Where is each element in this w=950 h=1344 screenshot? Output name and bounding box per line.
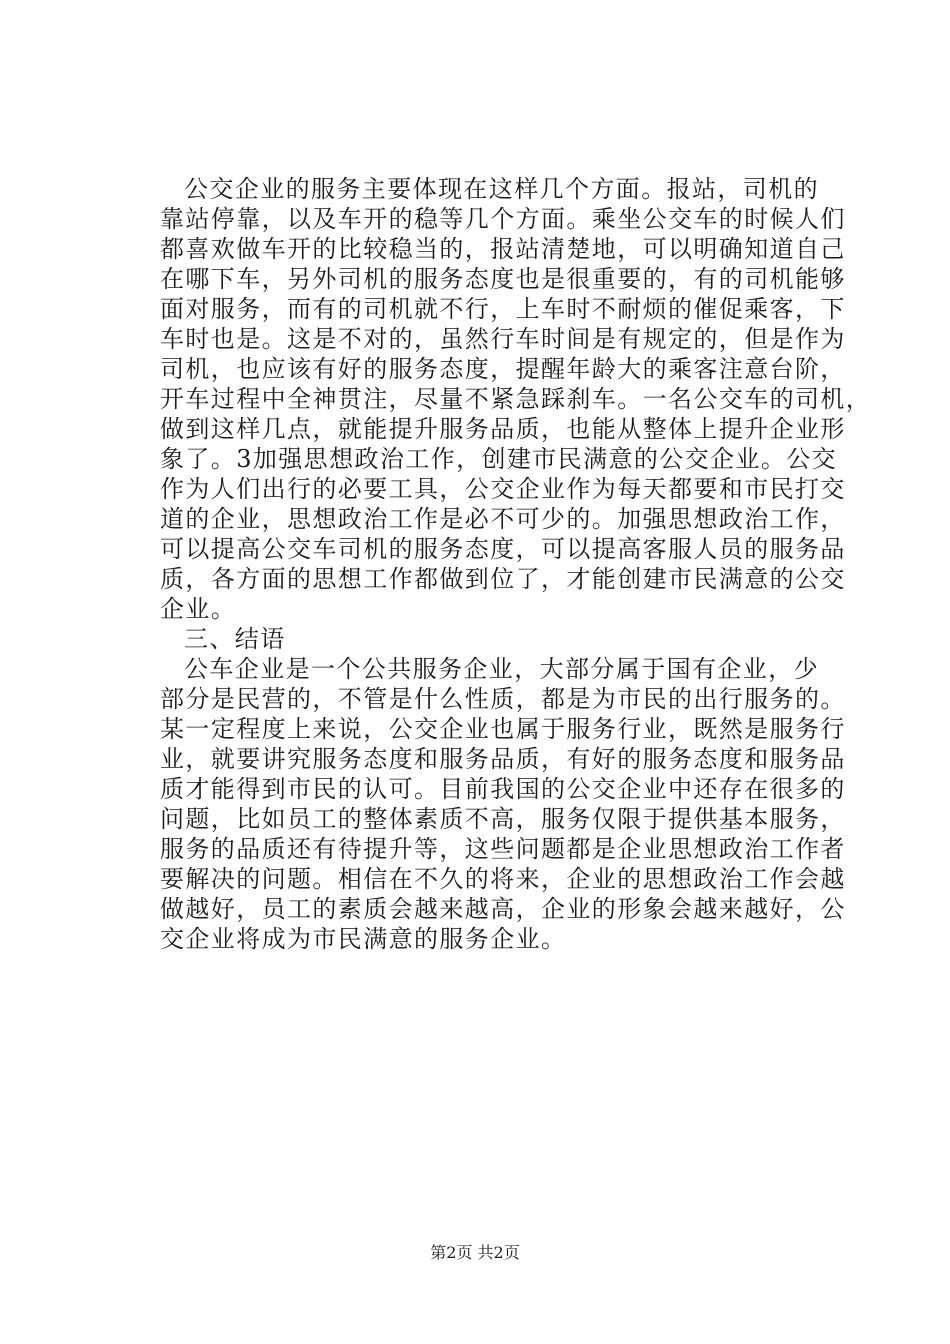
text-line: 问题，比如员工的整体素质不高，服务仅限于提供基本服务， <box>160 805 846 833</box>
text-line: 靠站停靠，以及车开的稳等几个方面。乘坐公交车的时候人们 <box>160 205 846 233</box>
text-line: 质，各方面的思想工作都做到位了，才能创建市民满意的公交 <box>160 565 846 593</box>
text-line: 都喜欢做车开的比较稳当的，报站清楚地，可以明确知道自己 <box>160 235 846 263</box>
text-line: 部分是民营的，不管是什么性质，都是为市民的出行服务的。 <box>160 685 846 713</box>
text-line: 企业。 <box>160 595 237 623</box>
text-line: 道的企业，思想政治工作是必不可少的。加强思想政治工作， <box>160 505 846 533</box>
text-line: 开车过程中全神贯注，尽量不紧急踩刹车。一名公交车的司机， <box>160 385 872 413</box>
text-line: 公交企业的服务主要体现在这样几个方面。报站，司机的 <box>184 175 819 203</box>
text-line: 业，就要讲究服务态度和服务品质，有好的服务态度和服务品 <box>160 745 846 773</box>
text-line: 服务的品质还有待提升等，这些问题都是企业思想政治工作者 <box>160 835 846 863</box>
text-line: 象了。3加强思想政治工作，创建市民满意的公交企业。公交 <box>160 445 838 473</box>
text-line: 交企业将成为市民满意的服务企业。 <box>160 925 567 953</box>
text-line: 做越好，员工的素质会越来越高，企业的形象会越来越好，公 <box>160 895 846 923</box>
text-line: 可以提高公交车司机的服务态度，可以提高客服人员的服务品 <box>160 535 846 563</box>
text-line: 要解决的问题。相信在不久的将来，企业的思想政治工作会越 <box>160 865 846 893</box>
text-line: 作为人们出行的必要工具，公交企业作为每天都要和市民打交 <box>160 475 846 503</box>
paragraph-1 <box>160 174 872 624</box>
text-line: 车时也是。这是不对的，虽然行车时间是有规定的，但是作为 <box>160 325 846 353</box>
section-heading: 三、结语 <box>184 625 286 653</box>
text-line: 某一定程度上来说，公交企业也属于服务行业，既然是服务行 <box>160 715 846 743</box>
text-line: 司机，也应该有好的服务态度，提醒年龄大的乘客注意台阶， <box>160 355 846 383</box>
text-line: 质才能得到市民的认可。目前我国的公交企业中还存在很多的 <box>160 775 846 803</box>
paragraph-2 <box>160 654 846 954</box>
text-line: 做到这样几点，就能提升服务品质，也能从整体上提升企业形 <box>160 415 846 443</box>
page-number-footer: 第2页 共2页 <box>430 1243 520 1262</box>
document-body <box>160 174 872 954</box>
text-line: 公车企业是一个公共服务企业，大部分属于国有企业，少 <box>184 655 819 683</box>
text-line: 面对服务，而有的司机就不行，上车时不耐烦的催促乘客，下 <box>160 295 846 323</box>
text-line: 在哪下车，另外司机的服务态度也是很重要的，有的司机能够 <box>160 265 846 293</box>
